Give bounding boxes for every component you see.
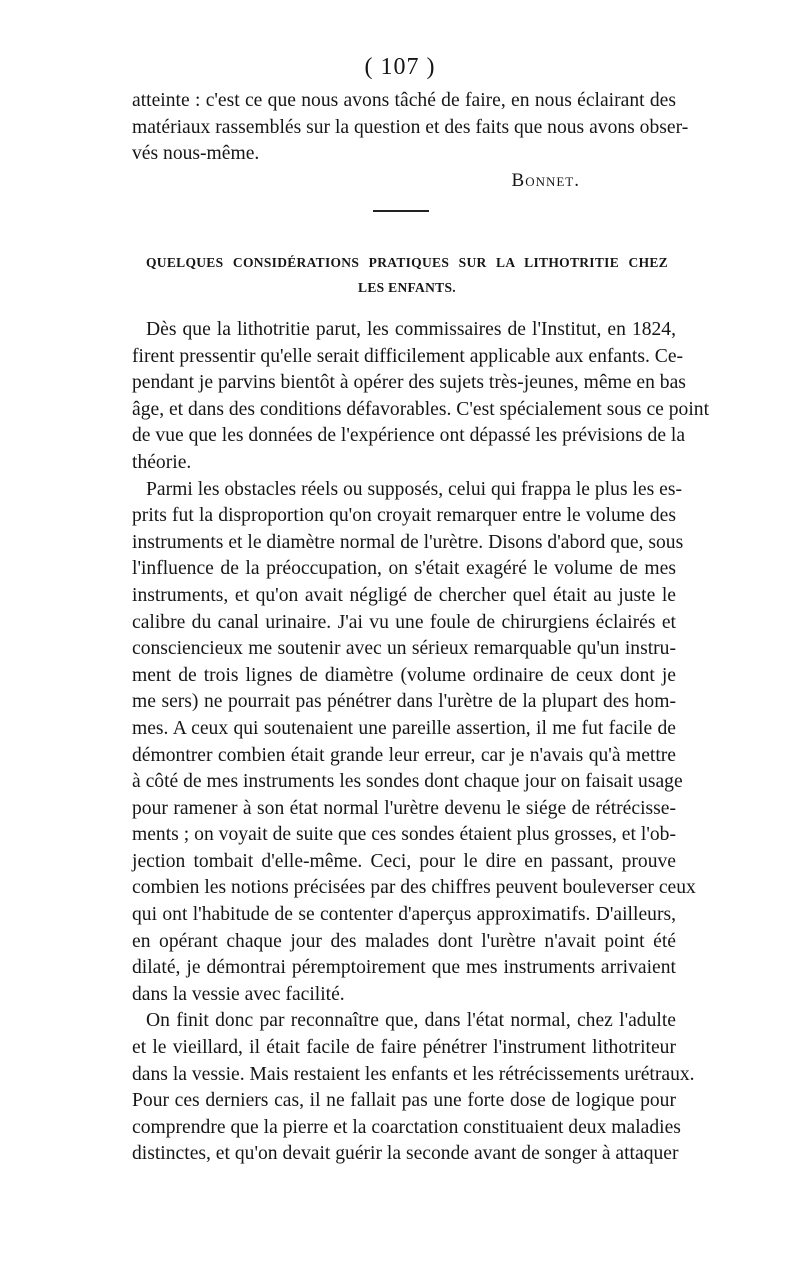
text-line: en opérant chaque jour des malades dont l'urètre n'avait point été xyxy=(132,930,676,952)
text-line: démontrer combien était grande leur erreur, car je n'avais qu'à mettre xyxy=(132,744,676,766)
text-line: théorie. xyxy=(132,451,192,473)
text-line: de vue que les données de l'expérience ont dépassé les prévisions de la xyxy=(132,425,686,447)
page-number: ( 107 ) xyxy=(364,54,436,80)
text-line: ment de trois lignes de diamètre (volume ordinaire de ceux dont je xyxy=(132,664,676,686)
text-line: âge, et dans des conditions défavorables. C'est spécialement sous ce point xyxy=(132,398,710,420)
heading-line: LES ENFANTS. xyxy=(358,280,456,295)
text-line: instruments, et qu'on avait négligé de chercher quel était au juste le xyxy=(132,584,676,606)
text-line: mes. A ceux qui soutenaient une pareille assertion, il me fut facile de xyxy=(132,717,676,739)
text-line: Dès que la lithotritie parut, les commissaires de l'Institut, en 1824, xyxy=(146,319,676,340)
text-line: l'influence de la préoccupation, on s'était exagéré le volume de mes xyxy=(132,558,676,580)
text-line: atteinte : c'est ce que nous avons tâché de faire, en nous éclairant des xyxy=(132,90,676,111)
text-line: matériaux rassemblés sur la question et des faits que nous avons obser- xyxy=(132,116,689,138)
text-line: Parmi les obstacles réels ou supposés, celui qui frappa le plus les es- xyxy=(146,478,682,500)
text-line: comprendre que la pierre et la coarctation constituaient deux maladies xyxy=(132,1116,681,1138)
text-line: vés nous-même. xyxy=(132,143,260,165)
text-line: firent pressentir qu'elle serait difficilement applicable aux enfants. Ce- xyxy=(132,345,684,367)
text-line: ments ; on voyait de suite que ces sondes étaient plus grosses, et l'ob- xyxy=(132,824,676,846)
text-line: distinctes, et qu'on devait guérir la seconde avant de songer à attaquer xyxy=(132,1143,679,1165)
text-line: pendant je parvins bientôt à opérer des sujets très-jeunes, même en bas xyxy=(132,372,686,394)
heading-line: QUELQUES CONSIDÉRATIONS PRATIQUES SUR LA LITHOTRITIE CHEZ xyxy=(146,255,668,270)
text-line: Pour ces derniers cas, il ne fallait pas une forte dose de logique pour xyxy=(132,1090,676,1112)
author-signature: Bonnet. xyxy=(511,170,580,191)
text-line: dilaté, je démontrai péremptoirement que mes instruments arrivaient xyxy=(132,957,676,979)
intro-paragraph xyxy=(132,88,689,168)
text-line: et le vieillard, il était facile de faire pénétrer l'instrument lithotriteur xyxy=(132,1037,676,1059)
text-line: jection tombait d'elle-même. Ceci, pour le dire en passant, prouve xyxy=(132,850,676,872)
text-line: qui ont l'habitude de se contenter d'aperçus approximatifs. D'ailleurs, xyxy=(132,904,676,926)
text-line: combien les notions précisées par des chiffres peuvent bouleverser ceux xyxy=(132,877,696,899)
section-divider xyxy=(373,210,429,212)
text-line: pour ramener à son état normal l'urètre devenu le siége de rétrécisse- xyxy=(132,797,676,819)
text-line: calibre du canal urinaire. J'ai vu une foule de chirurgiens éclairés et xyxy=(132,611,676,633)
body-text xyxy=(132,317,710,1168)
text-line: instruments et le diamètre normal de l'urètre. Disons d'abord que, sous xyxy=(132,531,684,553)
text-line: On finit donc par reconnaître que, dans l'état normal, chez l'adulte xyxy=(146,1010,676,1032)
text-line: dans la vessie. Mais restaient les enfants et les rétrécissements urétraux. xyxy=(132,1063,695,1085)
text-line: prits fut la disproportion qu'on croyait remarquer entre le volume des xyxy=(132,505,676,527)
text-line: à côté de mes instruments les sondes dont chaque jour on faisait usage xyxy=(132,771,683,793)
text-line: consciencieux me soutenir avec un sérieux remarquable qu'un instru- xyxy=(132,638,676,660)
text-line: me sers) ne pourrait pas pénétrer dans l'urètre de la plupart des hom- xyxy=(132,691,676,713)
text-line: dans la vessie avec facilité. xyxy=(132,983,345,1005)
section-heading xyxy=(146,250,668,300)
